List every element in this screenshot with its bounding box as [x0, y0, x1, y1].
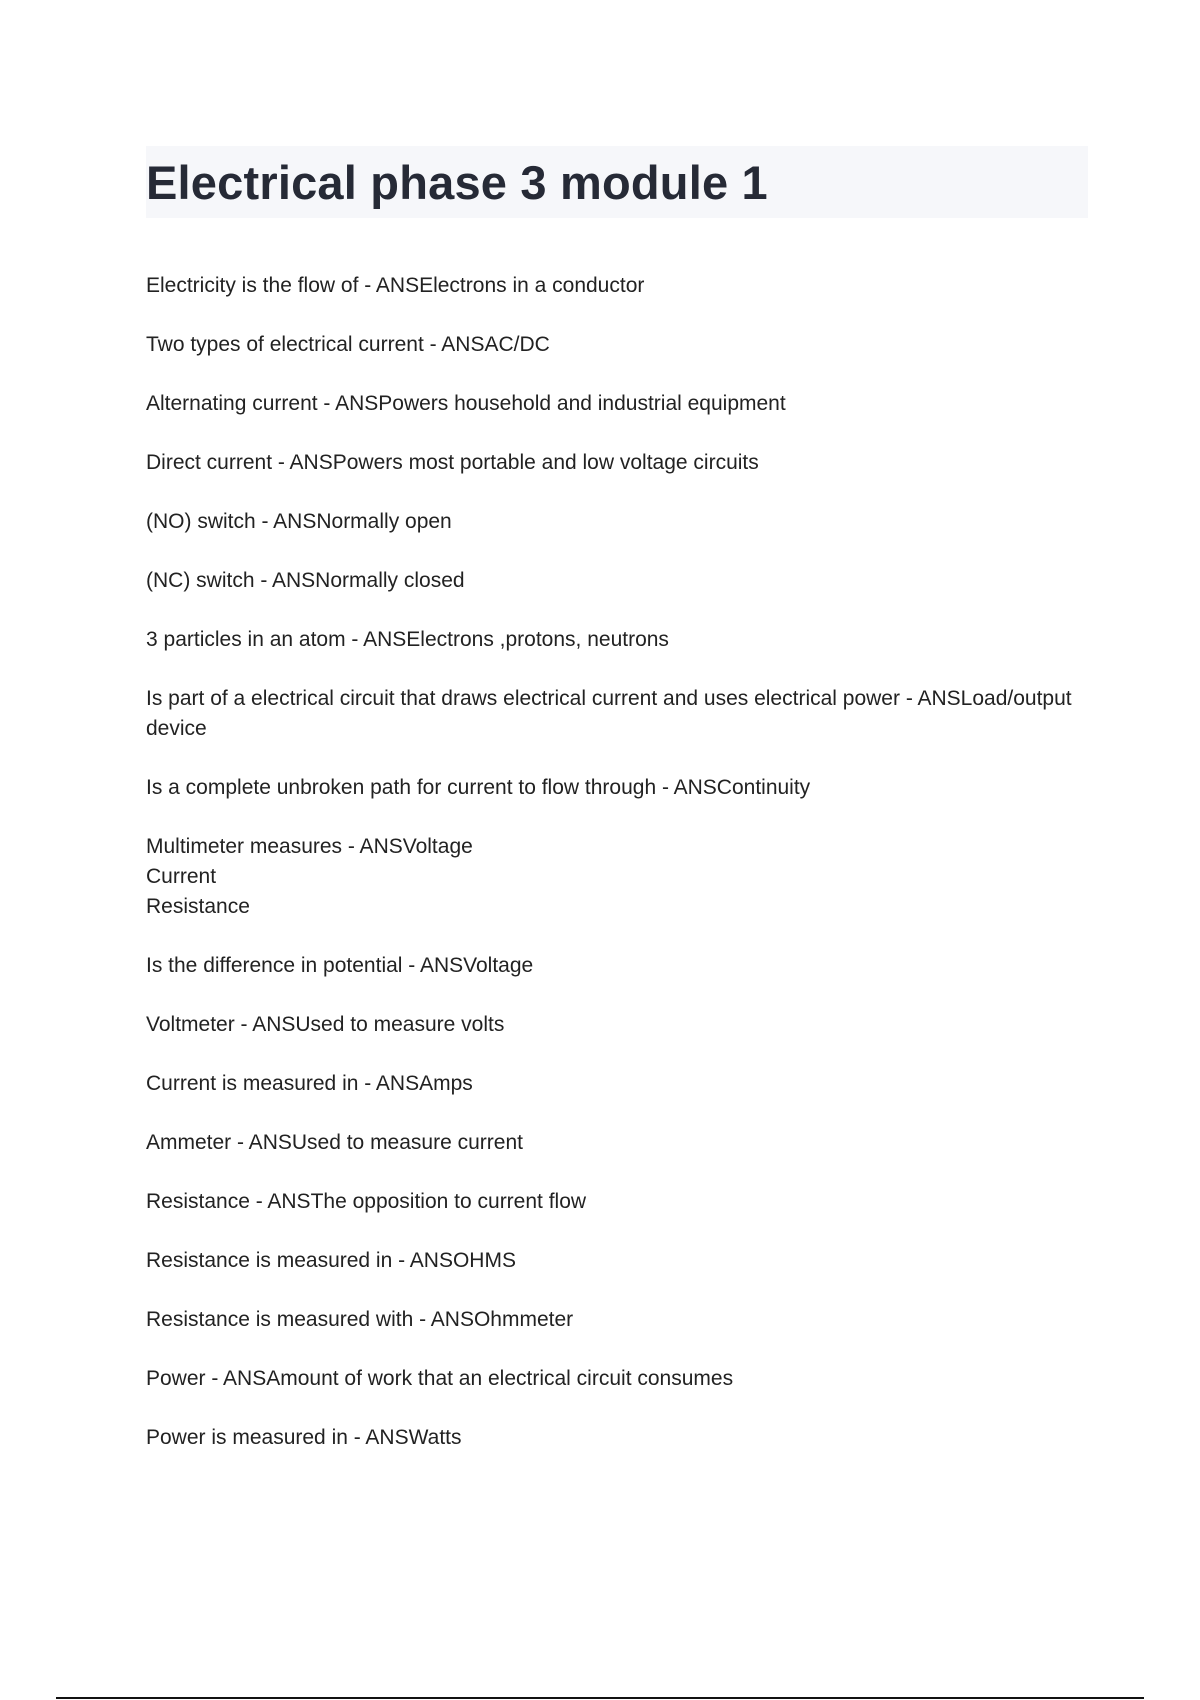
qa-item: Direct current - ANSPowers most portable and low voltage circuits	[146, 451, 759, 474]
qa-item: Is part of a electrical circuit that draws electrical current and uses electrical power - ANSLoad/output device	[146, 687, 1072, 740]
qa-item: Is the difference in potential - ANSVoltage	[146, 954, 534, 977]
qa-item: Resistance is measured in - ANSOHMS	[146, 1249, 516, 1272]
qa-item: Is a complete unbroken path for current to flow through - ANSContinuity	[146, 776, 811, 799]
qa-item: (NC) switch - ANSNormally closed	[146, 569, 465, 592]
qa-item: (NO) switch - ANSNormally open	[146, 510, 452, 533]
qa-item: Power is measured in - ANSWatts	[146, 1426, 462, 1449]
page-title: Electrical phase 3 module 1	[146, 155, 768, 209]
qa-item: Multimeter measures - ANSVoltage Current Resistance	[146, 835, 473, 918]
qa-item: Voltmeter - ANSUsed to measure volts	[146, 1013, 505, 1036]
qa-item: Alternating current - ANSPowers household and industrial equipment	[146, 392, 786, 415]
qa-item: Electricity is the flow of - ANSElectrons in a conductor	[146, 274, 645, 297]
qa-item: Resistance is measured with - ANSOhmmeter	[146, 1308, 574, 1331]
qa-list	[146, 271, 1086, 1482]
qa-item: Current is measured in - ANSAmps	[146, 1072, 473, 1095]
qa-item: Two types of electrical current - ANSAC/DC	[146, 333, 550, 356]
page-divider	[56, 1697, 1144, 1699]
qa-item: Power - ANSAmount of work that an electrical circuit consumes	[146, 1367, 734, 1390]
qa-item: 3 particles in an atom - ANSElectrons ,protons, neutrons	[146, 628, 669, 651]
qa-item: Resistance - ANSThe opposition to current flow	[146, 1190, 587, 1213]
title-banner	[146, 146, 1088, 218]
qa-item: Ammeter - ANSUsed to measure current	[146, 1131, 523, 1154]
